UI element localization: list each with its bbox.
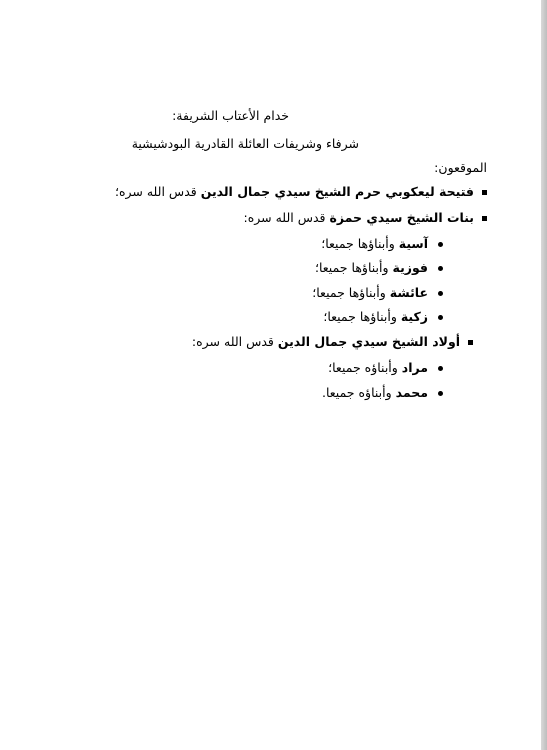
sub-list-item-text: وأبناؤه جميعا. bbox=[322, 385, 396, 400]
sub-list-item-text: وأبناؤها جميعا؛ bbox=[323, 309, 401, 324]
sub-list-item bbox=[323, 309, 443, 325]
header-subtitle: شرفاء وشريفات العائلة القادرية البودشيشية bbox=[131, 136, 359, 151]
dot-bullet-icon bbox=[438, 315, 443, 320]
sub-list-item-bold: آسية bbox=[398, 236, 428, 251]
dot-bullet-icon bbox=[438, 291, 443, 296]
sub-list-item-text: وأبناؤه جميعا؛ bbox=[328, 360, 402, 375]
list-item-bold: فتيحة ليعكوبي حرم الشيخ سيدي جمال الدين bbox=[200, 184, 474, 199]
list-item-text: قدس الله سره: bbox=[191, 334, 278, 349]
list-item-text: قدس الله سره؛ bbox=[114, 184, 201, 199]
sub-list-item-bold: فوزية bbox=[392, 260, 428, 275]
signatories-label bbox=[434, 160, 487, 176]
list-item bbox=[192, 334, 473, 350]
sub-list-item bbox=[315, 260, 443, 276]
sub-list-item-text: وأبناؤها جميعا؛ bbox=[321, 236, 399, 251]
list-item bbox=[115, 184, 487, 200]
dot-bullet-icon bbox=[438, 266, 443, 271]
list-item bbox=[244, 210, 488, 226]
sub-list-item-text: وأبناؤها جميعا؛ bbox=[315, 260, 393, 275]
sub-list-item-bold: محمد bbox=[395, 385, 428, 400]
header-line-1 bbox=[172, 108, 289, 124]
dot-bullet-icon bbox=[438, 366, 443, 371]
sub-list-item bbox=[312, 285, 443, 301]
square-bullet-icon bbox=[468, 340, 473, 345]
header-line-2 bbox=[132, 136, 359, 152]
sub-list-item-bold: زكية bbox=[400, 309, 428, 324]
sub-list-item bbox=[328, 360, 443, 376]
sub-list-item-bold: مراد bbox=[401, 360, 428, 375]
dot-bullet-icon bbox=[438, 391, 443, 396]
sub-list-item bbox=[322, 385, 443, 401]
list-item-text: قدس الله سره: bbox=[243, 210, 330, 225]
sub-list-item bbox=[321, 236, 443, 252]
list-item-bold: بنات الشيخ سيدي حمزة bbox=[329, 210, 474, 225]
signatories-label-text: الموقعون: bbox=[434, 160, 487, 175]
header-title: خدام الأعتاب الشريفة: bbox=[172, 108, 289, 123]
square-bullet-icon bbox=[482, 216, 487, 221]
sub-list-item-bold: عائشة bbox=[389, 285, 428, 300]
square-bullet-icon bbox=[482, 190, 487, 195]
sub-list-item-text: وأبناؤها جميعا؛ bbox=[312, 285, 390, 300]
dot-bullet-icon bbox=[438, 242, 443, 247]
page-edge-shadow bbox=[541, 0, 547, 750]
list-item-bold: أولاد الشيخ سيدي جمال الدين bbox=[277, 334, 460, 349]
